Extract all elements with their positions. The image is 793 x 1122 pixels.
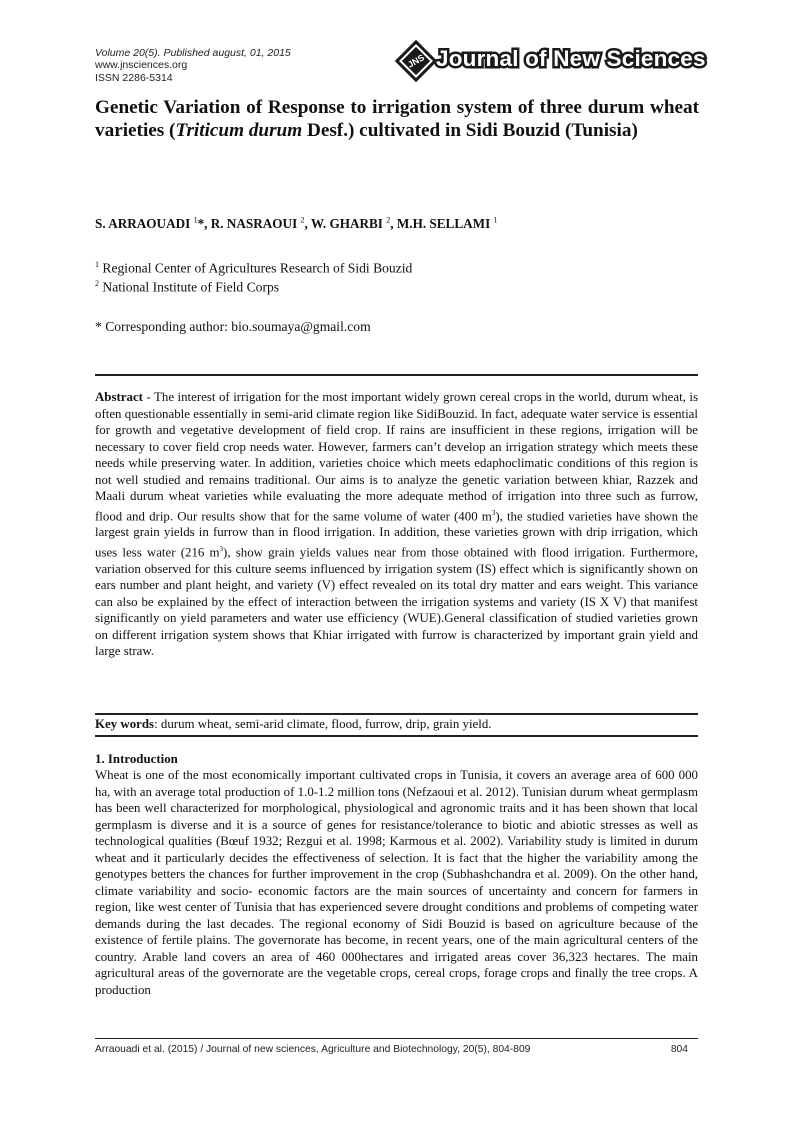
introduction-text: Wheat is one of the most economically important cultivated crops in Tunisia, it covers an average area of 600 000 ha, with an average total production of 1.0-1.2 million tons (Nefzaoui et al. 2012). Tunisian durum wheat germplasm has been well characterized for morphological, physiological and agronomic traits and it has been shown that local germplasm is diverse and it is a source of genes for resistance/tolerance to biotic and abiotic stresses as well as technological qualities (Bœuf 1932; Rezgui et al. 1998; Karmous et al. 2002). Variability study is limited in durum wheat and it particularly decides the effectiveness of selection. It is fact that the higher the variability among the genotypes betters the chances for further improvement in the crop (Subhashchandra et al. 2009). On the other hand, climate variability and socio- economic factors are the main sources of uncertainty and concern for farmers in region, like west center of Tunisia that has experienced severe drought conditions and problems of competing water demands during the last decades. The regional economy of Sidi Bouzid is based on agriculture because of the existence of fertile plains. The governorate has become, in recent years, one of the main agricultural centers of the country. Arable land covers an area of 460 000hectares and irrigated areas cover 36,323 hectares. The main agricultural areas of the governorate are the vegetable crops, cereal crops, forage crops and finally the tree crops. A production (95, 768, 698, 997)
keywords: Key words: durum wheat, semi-arid climate, flood, furrow, drip, grain yield. (95, 717, 492, 731)
author: W. GHARBI $^2$, (310, 216, 397, 232)
author: S. ARRAOUADI $^1$*, (95, 216, 211, 232)
journal-meta (95, 47, 291, 84)
logo-badge-text: JNS (405, 52, 427, 70)
author-list (95, 216, 498, 232)
affiliation-2: $^2$ National Institute of Field Corps (95, 279, 280, 295)
issn: ISSN 2286-5314 (95, 71, 173, 84)
section-heading: 1. Introduction (95, 752, 178, 766)
paper-title: Genetic Variation of Response to irrigation system of three durum wheat varieties (Triticum durum Desf.) cultivated in Sidi Bouzid (Tunisia) (95, 97, 699, 141)
journal-logo (393, 40, 719, 84)
abstract-label: Abstract (95, 390, 143, 404)
corresponding-author: * Corresponding author: bio.soumaya@gmail.com (95, 319, 371, 334)
abstract: Abstract - The interest of irrigation for the most important widely grown cereal crops in the world, durum wheat, is often questionable essentially in semi-arid climate region like SidiBouzid. In fact, adequate water service is essential for growth and vegetative development of field crop. If rains are insufficient in these regions, irrigation will be necessary to cover field crop needs water. However, farmers can’t develop an irrigation strategy which meets these needs while preserving water. In addition, varieties choice which meets edaphoclimatic conditions of this region is not well studied and remains traditional. Our aims is to analyze the genetic variation between khiar, Razzek and Maali durum wheat varieties while evaluating the more adequate method of irrigation into three such as furrow, flood and drip. Our results show that for the same volume of water (400 $m^3$), the studied varieties have shown the largest grain yields in furrow than in flood irrigation. In addition, these varieties grown with drip irrigation, which uses less water (216 $m^3$), show grain yields values near from those obtained with flood irrigation. Furthermore, variation observed for this culture seems influenced by irrigation system (IS) effect which is significantly shown on ears number and plant height, and variety (V) effect revealed on its total dry matter and ears weight. This variance can also be explained by the effect of interaction between the irrigation systems and variety (IS X V) that manifest significantly on yield parameters and water use efficiency (WUE).General classification of studied varieties grown on different irrigation system shows that Khiar irrigated with furrow is characterized by important grain yield and large straw. (95, 390, 698, 659)
divider (95, 713, 698, 715)
volume-info: Volume 20(5). Published august, 01, 2015 (95, 47, 291, 59)
jns-badge-icon (393, 38, 439, 84)
author: M.H. SELLAMI $^1$ (396, 216, 498, 232)
divider (95, 735, 698, 737)
footer-citation: Arraouadi et al. (2015) / Journal of new sciences, Agriculture and Biotechnology, 20(5), 804-809 (95, 1044, 531, 1055)
affiliation-1: $^1$ Regional Center of Agricultures Research of Sidi Bouzid (95, 260, 413, 276)
divider (95, 374, 698, 376)
footer-divider (95, 1038, 698, 1039)
page-footer (95, 1044, 698, 1055)
website-link[interactable]: www.jnsciences.org (95, 59, 188, 72)
keywords-label: Key words (95, 717, 155, 731)
author: R. NASRAOUI $^2$, (210, 216, 311, 232)
logo-wordmark: Journal of New Sciences (436, 46, 706, 71)
page-number: 804 (670, 1044, 688, 1055)
